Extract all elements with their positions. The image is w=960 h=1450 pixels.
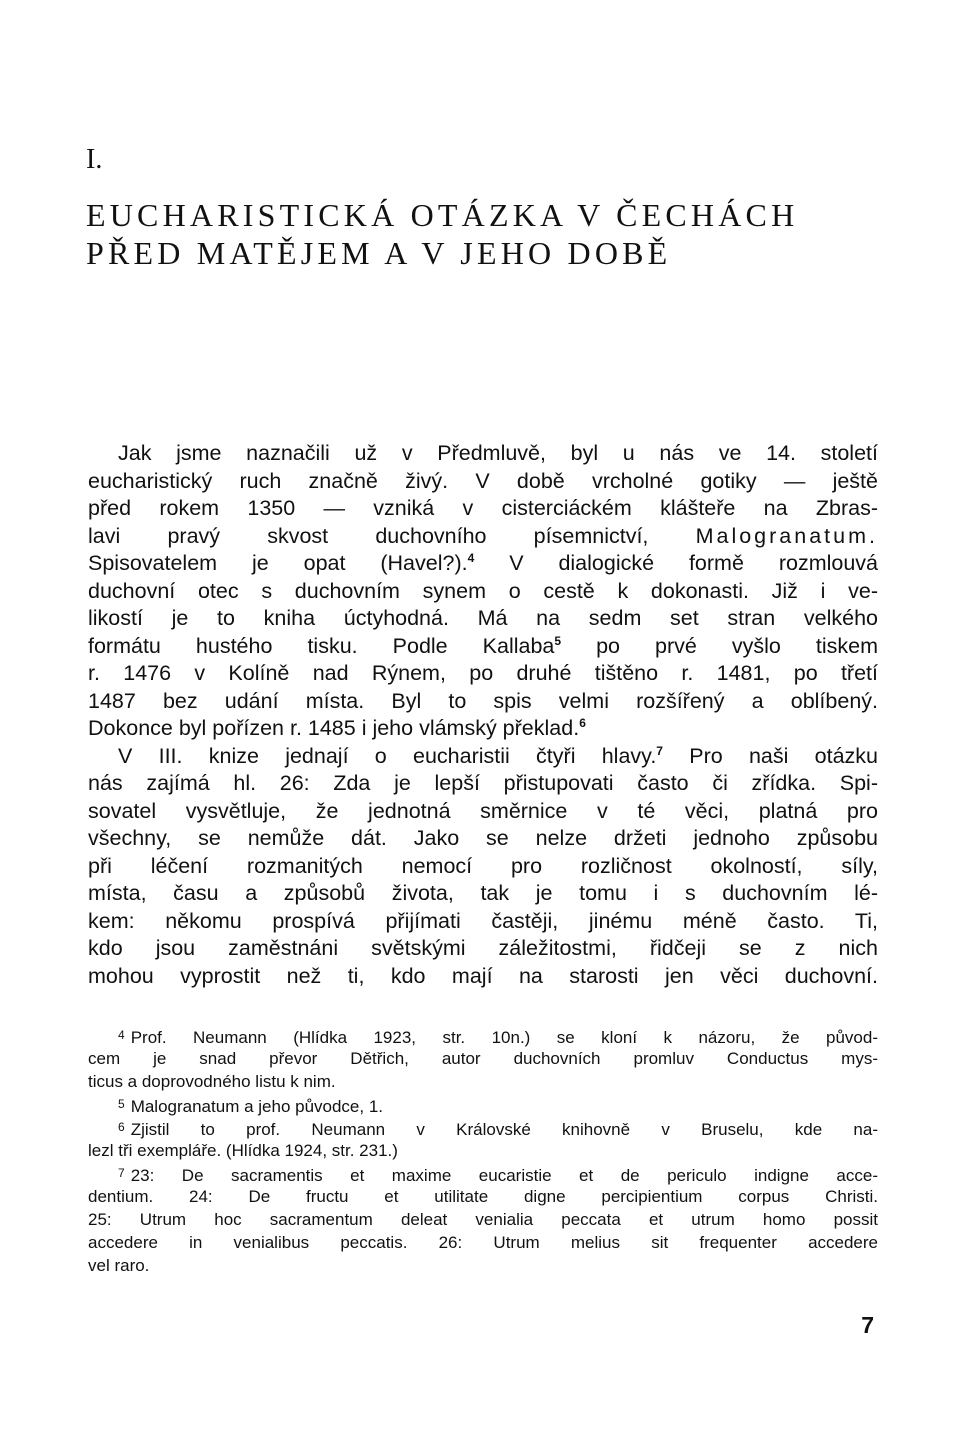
body-line: r. 1476 v Kolíně nad Rýnem, po druhé tištěno r. 1481, po třetí xyxy=(88,661,878,685)
body-line: místa, času a způsobů života, tak je tomu i s duchovním lé- xyxy=(88,881,878,905)
footnote-ref: 4 xyxy=(467,550,475,565)
footnote-line: dentium. 24: De fructu et utilitate digne percipientium corpus Christi. xyxy=(88,1187,878,1206)
emphasized-title: Malogranatum. xyxy=(695,523,878,548)
footnote-text: 23: De sacramentis et maxime eucaristie et de periculo indigne acce- xyxy=(130,1166,878,1185)
body-line: Jak jsme naznačili už v Předmluvě, byl u nás ve 14. století xyxy=(118,441,878,465)
footnotes xyxy=(88,1024,878,1277)
footnote-line: cem je snad převor Dětřich, autor duchovních promluv Conductus mys- xyxy=(88,1049,878,1068)
footnote-line: lezl tři exempláře. (Hlídka 1924, str. 231.) xyxy=(88,1141,398,1160)
footnote-line xyxy=(88,1116,878,1139)
body-text-span: lavi pravý skvost duchovního písemnictví, xyxy=(88,523,649,548)
body-line: před rokem 1350 — vzniká v cisterciáckém klášteře na Zbras- xyxy=(88,496,878,520)
body-line xyxy=(88,715,878,743)
body-text-span: Spisovatelem je opat (Havel?). xyxy=(88,551,468,575)
footnote-line xyxy=(88,1093,878,1116)
footnote-marker: 6 xyxy=(118,1120,125,1134)
body-line xyxy=(88,743,878,771)
footnote-line: vel raro. xyxy=(88,1256,150,1275)
body-line: likostí je to kniha úctyhodná. Má na sedm set stran velkého xyxy=(88,606,878,630)
body-line: mohou vyprostit než ti, kdo mají na starosti jen věci duchovní. xyxy=(88,963,878,988)
footnote-text: Zjistil to prof. Neumann v Královské knihovně v Bruselu, kde na- xyxy=(130,1120,878,1139)
chapter-title-line: PŘED MATĚJEM A V JEHO DOBĚ xyxy=(86,235,672,271)
page-number: 7 xyxy=(861,1312,874,1338)
body-line xyxy=(88,633,878,661)
body-paragraphs xyxy=(88,440,878,990)
footnote-line: ticus a doprovodného listu k nim. xyxy=(88,1072,336,1091)
chapter-title xyxy=(86,196,886,272)
body-text-span: Dokonce byl pořízen r. 1485 i jeho vlámský překlad. xyxy=(88,716,580,740)
footnote-marker: 7 xyxy=(118,1166,125,1180)
body-line: eucharistický ruch značně živý. V době vrcholné gotiky — ještě xyxy=(88,468,878,493)
footnote-line: 25: Utrum hoc sacramentum deleat venialia peccata et utrum homo possit xyxy=(88,1210,878,1229)
body-text-span: Pro naši otázku xyxy=(662,743,878,768)
body-line: při léčení rozmanitých nemocí pro rozličnost okolností, síly, xyxy=(88,853,878,878)
body-line xyxy=(88,523,878,551)
body-line: kdo jsou zaměstnáni světskými záležitostmi, řidčeji se z nich xyxy=(88,936,878,960)
body-line: duchovní otec s duchovním synem o cestě k dokonasti. Již i ve- xyxy=(88,578,878,603)
body-line: 1487 bez udání místa. Byl to spis velmi rozšířený a oblíbený. xyxy=(88,688,878,713)
footnote-marker: 5 xyxy=(118,1097,125,1111)
footnote-ref: 7 xyxy=(656,743,663,758)
chapter-number: I. xyxy=(86,144,103,175)
footnote-marker: 4 xyxy=(118,1028,125,1042)
chapter-title-line: EUCHARISTICKÁ OTÁZKA V ČECHÁCH xyxy=(86,197,799,233)
body-line: sovatel vysvětluje, že jednotná směrnice v té věci, platná pro xyxy=(88,798,878,823)
footnote-ref: 5 xyxy=(554,633,562,648)
body-text-span: po prvé vyšlo tiskem xyxy=(561,633,879,658)
body-text-span: V dialogické formě rozmlouvá xyxy=(474,551,879,575)
footnote-ref: 6 xyxy=(579,715,586,730)
footnote-line: accedere in venialibus peccatis. 26: Utrum melius sit frequenter accedere xyxy=(88,1233,878,1252)
body-line: nás zajímá hl. 26: Zda je lepší přistupovati často či zřídka. Spi- xyxy=(88,771,878,795)
footnote-text: Malogranatum a jeho původce, 1. xyxy=(130,1097,384,1116)
body-text-span: V III. knize jednají o eucharistii čtyři hlavy. xyxy=(118,743,657,768)
footnote-text: Prof. Neumann (Hlídka 1923, str. 10n.) se kloní k názoru, že původ- xyxy=(130,1028,878,1047)
body-line xyxy=(88,550,878,578)
footnote-line xyxy=(88,1162,878,1185)
footnote-line xyxy=(88,1024,878,1047)
body-text-span: formátu hustého tisku. Podle Kallaba xyxy=(88,633,555,658)
body-line: kem: někomu prospívá přijímati častěji, jinému méně často. Ti, xyxy=(88,908,878,933)
body-line: všechny, se nemůže dát. Jako se nelze držeti jednoho způsobu xyxy=(88,826,878,850)
